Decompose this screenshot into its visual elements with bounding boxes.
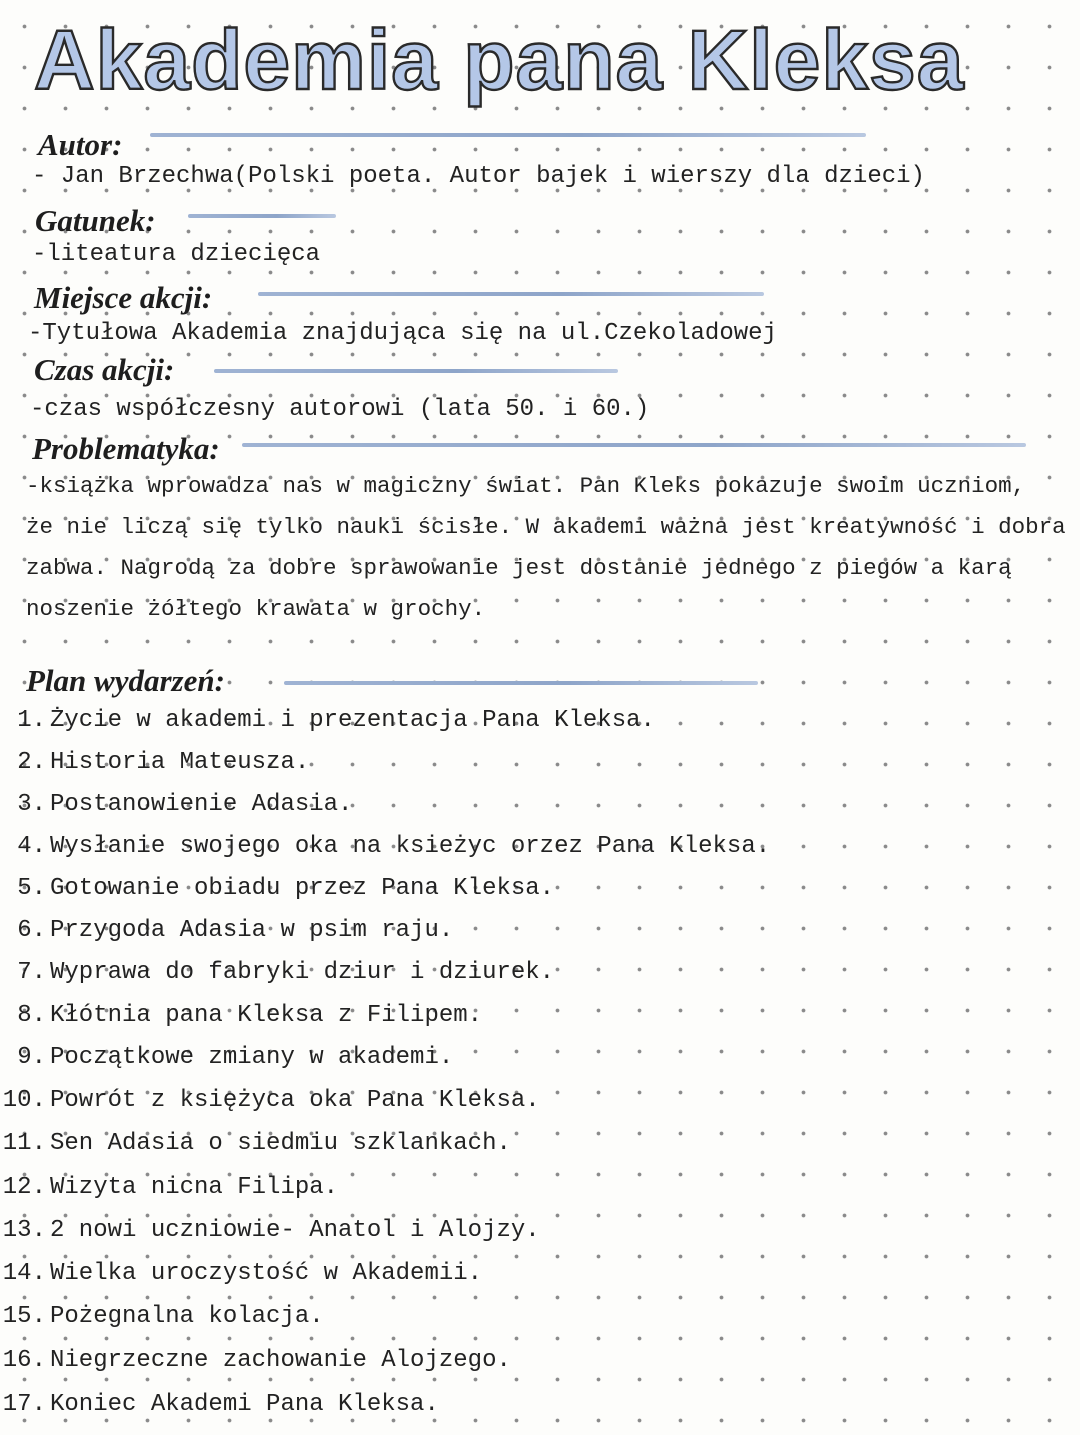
- plan-item-text: Wielka uroczystość w Akademii.: [50, 1260, 483, 1287]
- plan-item-number: 16.: [2, 1347, 46, 1374]
- miejsce-akcji-underline: [258, 292, 764, 296]
- miejsce-akcji-label: Miejsce akcji:: [34, 280, 213, 315]
- plan-item-text: Sen Adasia o siedmiu szklankach.: [50, 1130, 511, 1157]
- plan-item-text: Wizyta nicna Filipa.: [50, 1174, 339, 1201]
- plan-item-number: 7.: [17, 959, 46, 986]
- page-title: Akademia pana Kleksa: [34, 13, 965, 107]
- plan-item: [0, 1346, 511, 1376]
- plan-item: [0, 958, 554, 988]
- plan-item-text: Wyprawa do fabryki dziur i dziurek.: [50, 959, 555, 986]
- problematyka-line: że nie liczą się tylko nauki ścisłe. W akademi ważna jest kreatywność i dobra: [26, 514, 1066, 540]
- plan-item-number: 3.: [17, 791, 46, 818]
- czas-akcji-underline: [214, 369, 618, 373]
- plan-item-text: Przygoda Adasia w psim raju.: [50, 917, 454, 944]
- plan-label: Plan wydarzeń:: [26, 663, 225, 698]
- gatunek-text: -liteatura dziecięca: [32, 241, 321, 268]
- plan-item-text: Gotowanie obiadu przez Pana Kleksa.: [50, 875, 555, 902]
- plan-item-number: 1.: [17, 707, 46, 734]
- problematyka-paragraph: [26, 466, 1066, 630]
- plan-item-number: 4.: [17, 833, 46, 860]
- czas-akcji-text: -czas współczesny autorowi (lata 50. i 60.): [30, 396, 650, 423]
- gatunek-underline: [188, 214, 336, 218]
- plan-item: [0, 1173, 338, 1203]
- plan-item-text: Początkowe zmiany w akademi.: [50, 1044, 454, 1071]
- problematyka-line: zabwa. Nagrodą za dobre sprawowanie jest dostanie jednego z piegów a karą: [26, 555, 1012, 581]
- plan-item-text: Życie w akademi i prezentacja Pana Kleksa.: [50, 707, 655, 734]
- plan-item-text: Powrót z księżyca oka Pana Kleksa.: [50, 1087, 540, 1114]
- plan-item-number: 14.: [2, 1260, 46, 1287]
- autor-label: Autor:: [38, 127, 123, 162]
- plan-item: [0, 706, 655, 736]
- plan-item: [0, 1259, 482, 1289]
- gatunek-label: Gatunek:: [35, 203, 156, 238]
- plan-item: [0, 1086, 540, 1116]
- plan-item: [0, 1001, 482, 1031]
- plan-item: [0, 1390, 439, 1420]
- problematyka-line: noszenie żółtego krawata w grochy.: [26, 596, 486, 622]
- plan-item: [0, 916, 453, 946]
- czas-akcji-label: Czas akcji:: [34, 352, 175, 387]
- miejsce-akcji-text: -Tytułowa Akademia znajdująca się na ul.Czekoladowej: [28, 320, 777, 347]
- plan-item-text: Wysłanie swojego oka na ksieżyc orzez Pana Kleksa.: [50, 833, 771, 860]
- plan-item-text: Postanowienie Adasia.: [50, 791, 353, 818]
- plan-item-number: 12.: [2, 1174, 46, 1201]
- plan-item-number: 9.: [17, 1044, 46, 1071]
- plan-item-number: 10.: [2, 1087, 46, 1114]
- plan-item-number: 5.: [17, 875, 46, 902]
- autor-text: - Jan Brzechwa(Polski poeta. Autor bajek i wierszy dla dzieci): [32, 163, 925, 190]
- plan-item: [0, 790, 352, 820]
- plan-item: [0, 1043, 453, 1073]
- plan-item: [0, 1216, 540, 1246]
- plan-item-text: Koniec Akademi Pana Kleksa.: [50, 1391, 439, 1418]
- problematyka-label: Problematyka:: [32, 431, 220, 466]
- plan-item-number: 13.: [2, 1217, 46, 1244]
- plan-item-number: 8.: [17, 1002, 46, 1029]
- plan-item: [0, 748, 309, 778]
- plan-item-text: Historia Mateusza.: [50, 749, 310, 776]
- plan-item-number: 2.: [17, 749, 46, 776]
- problematyka-line: -książka wprowadza nas w magiczny świat. Pan Kleks pokazuje swoim uczniom,: [26, 473, 1026, 499]
- plan-item: [0, 874, 554, 904]
- plan-item-text: 2 nowi uczniowie- Anatol i Alojzy.: [50, 1217, 540, 1244]
- autor-underline: [150, 133, 866, 137]
- plan-item: [0, 1302, 324, 1332]
- plan-item: [0, 832, 770, 862]
- plan-item-number: 6.: [17, 917, 46, 944]
- plan-item-number: 17.: [2, 1391, 46, 1418]
- problematyka-underline: [242, 443, 1026, 447]
- plan-item-text: Pożegnalna kolacja.: [50, 1303, 324, 1330]
- plan-item-number: 11.: [2, 1130, 46, 1157]
- plan-item-number: 15.: [2, 1303, 46, 1330]
- plan-item-text: Kłótnia pana Kleksa z Filipem.: [50, 1002, 483, 1029]
- plan-item: [0, 1129, 511, 1159]
- plan-underline: [284, 681, 758, 685]
- plan-item-text: Niegrzeczne zachowanie Alojzego.: [50, 1347, 511, 1374]
